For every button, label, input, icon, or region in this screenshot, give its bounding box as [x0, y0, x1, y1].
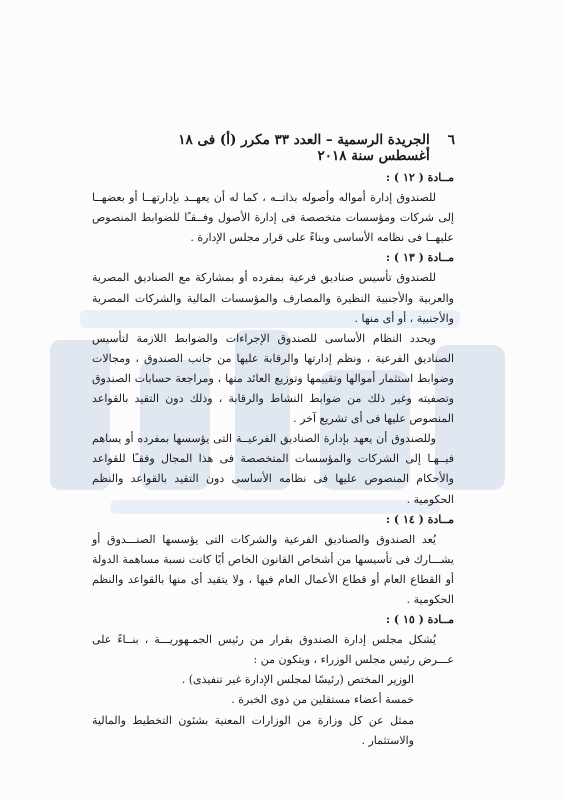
list-item: خمسة أعضاء مستقلين من ذوى الخبرة .	[231, 693, 414, 707]
article-paragraph: يُعد الصندوق والصناديق الفرعية والشركات التى يؤسسها الصنـــدوق أو يشـــارك فى تأسيسها من أشخاص القانون الخاص أيًا كانت نسبة مساهمة الدولة أو القطاع العام أو قطاع الأعمال العام فيها ، ولا يتقيد أى منها بالقواعد والنظم الحكومية .	[92, 532, 454, 606]
article-paragraph: وللصندوق أن يعهد بإدارة الصناديق الفرعيــة التى يؤسسها بمفرده أو يساهم فيــهـا إلى الشركات والمؤسسات المتخصصة فى هذا المجال وفقـًا للقواعد والأحكام المنصوص عليها فى نظامه الأساسى دون التقيد بالقواعد والنظم الحكومية .	[92, 432, 454, 506]
page-number: ٦	[447, 132, 455, 148]
header-title: الجريدة الرسمية – العدد ٣٣ مكرر (أ) فى ١٨ أغسطس سنة ٢٠١٨	[178, 132, 430, 164]
article-paragraph: ويحدد النظام الأساسى للصندوق الإجراءات والضوابط اللازمة لتأسيس الصناديق الفرعية ، ونظم إدارتها والرقابة عليها من جانب الصندوق ، ومجالات وضوابط استثمار أموالها وتقييمها وتوزيع العائد منها ، ومراجعة حسابات الصندوق وتصفيته وغير ذلك من ضوابط النشاط والرقابة ، وذلك دون التقيد بالقواعد المنصوص عليها فى أى تشريع آخر .	[92, 331, 454, 426]
document-body	[92, 168, 454, 751]
article-heading: مــادة ( ١٣ ) :	[386, 251, 454, 265]
list-item: الوزير المختص (رئيسًا لمجلس الإدارة غير تنفيذى) .	[181, 673, 414, 687]
article-paragraph: يُشكل مجلس إدارة الصندوق بقرار من رئيس الجمـهوريـــة ، بنــاءً على عـــرض رئيس مجلس الوزراء ، ويتكون من :	[92, 633, 454, 667]
article-paragraph: للصندوق تأسيس صناديق فرعية بمفرده أو بمشاركة مع الصناديق المصرية والعربية والأجنبية النظيرة والمصارف والمؤسسات المالية والشركات المصرية والأجنبية ، أو أى منها .	[92, 271, 454, 325]
article-paragraph: للصندوق إدارة أمواله وأصوله بذاتــه ، كما له أن يعهــد بإدارتهــا أو بعضهــا إلى شركات ومؤسسات متخصصة فى إدارة الأصول وفــقـًا للضوابط المنصوص عليهــا فى نظامه الأساسى وبناءً على قرار مجلس الإدارة .	[92, 191, 454, 245]
article-heading: مــادة ( ١٤ ) :	[386, 512, 454, 526]
list-item: ممثل عن كل وزارة من الوزارات المعنية بشئون التخطيط والمالية والاستثمار .	[92, 713, 414, 747]
page-header	[130, 132, 455, 164]
article-heading: مــادة ( ١٢ ) :	[386, 171, 454, 184]
article-heading: مــادة ( ١٥ ) :	[386, 613, 454, 627]
